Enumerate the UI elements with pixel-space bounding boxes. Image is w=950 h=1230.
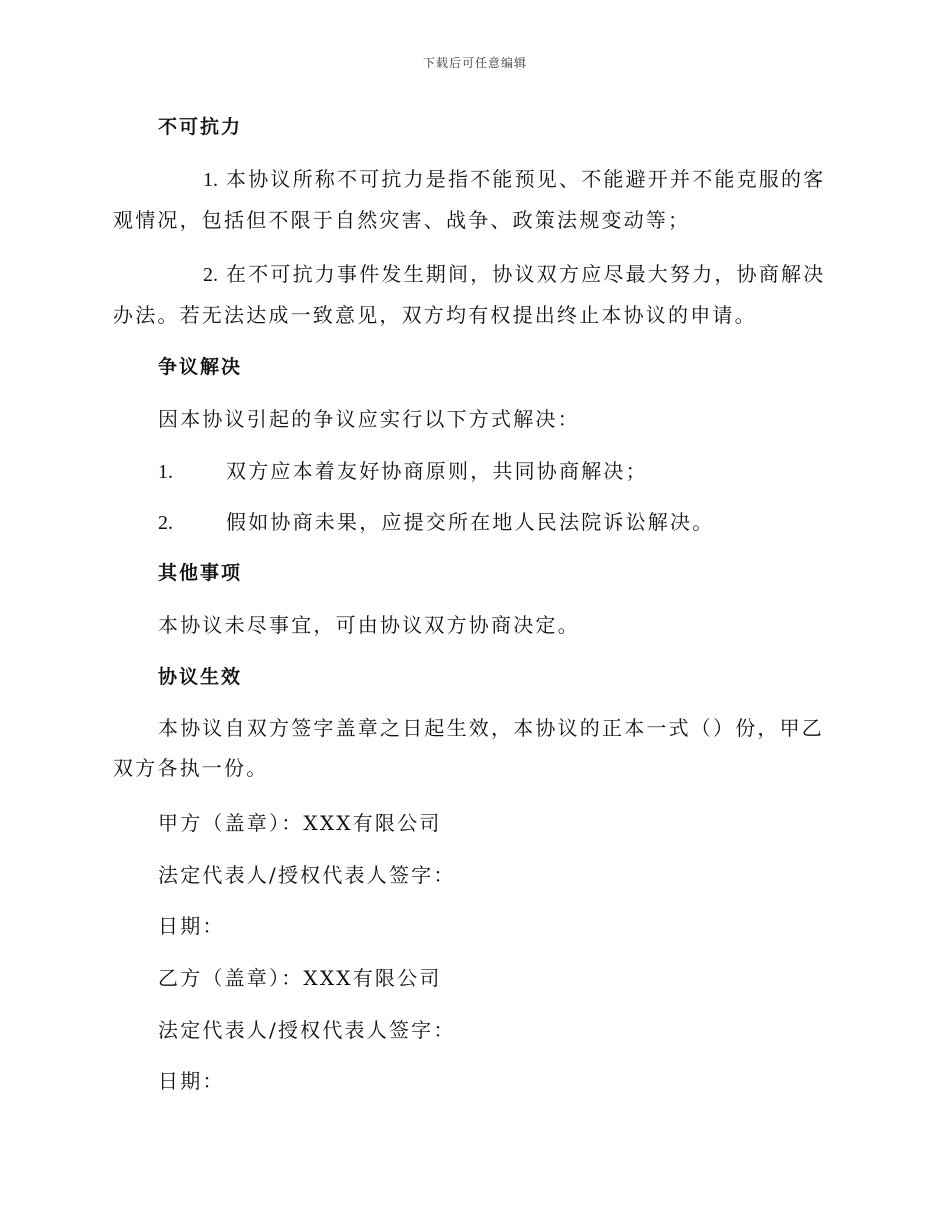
heading-force-majeure: 不可抗力 bbox=[158, 116, 243, 138]
dispute-intro: 因本协议引起的争议应实行以下方式解决： bbox=[158, 407, 580, 431]
other-text: 本协议未尽事宜，可由协议双方协商决定。 bbox=[158, 613, 580, 637]
dispute-item-2 bbox=[158, 502, 878, 543]
dispute-item-1 bbox=[158, 451, 878, 492]
item-text: 假如协商未果，应提交所在地人民法院诉讼解决。 bbox=[226, 510, 715, 534]
heading-other: 其他事项 bbox=[158, 562, 243, 584]
party-a-date: 日期： bbox=[158, 914, 225, 938]
item-text: 本协议所称不可抗力是指不能预见、不能避开并不能克服的客观情况，包括但不限于自然灾害、战争、政策法规变动等； bbox=[113, 167, 826, 232]
item-number: 2. bbox=[158, 512, 173, 534]
party-a-representative: 法定代表人/授权代表人签字： bbox=[158, 863, 456, 887]
heading-effect: 协议生效 bbox=[158, 666, 243, 688]
party-b-date: 日期： bbox=[158, 1069, 225, 1093]
item-number: 2. bbox=[203, 264, 218, 286]
heading-dispute: 争议解决 bbox=[158, 356, 243, 378]
item-text: 在不可抗力事件发生期间，协议双方应尽最大努力，协商解决办法。若无法达成一致意见，双方均有权提出终止本协议的申请。 bbox=[113, 262, 826, 327]
header-note: 下载后可任意编辑 bbox=[422, 56, 527, 70]
party-a-seal: 甲方（盖章）：XXX有限公司 bbox=[158, 811, 442, 835]
party-b-representative: 法定代表人/授权代表人签字： bbox=[158, 1018, 456, 1042]
item-text: 双方应本着友好协商原则，共同协商解决； bbox=[226, 459, 648, 483]
item-number: 1. bbox=[203, 169, 218, 191]
effect-text: 本协议自双方签字盖章之日起生效，本协议的正本一式（）份，甲乙双方各执一份。 bbox=[113, 716, 824, 780]
party-b-seal: 乙方（盖章）：XXX有限公司 bbox=[158, 966, 442, 990]
item-number: 1. bbox=[158, 461, 173, 483]
force-majeure-item-2 bbox=[113, 254, 833, 335]
force-majeure-item-1 bbox=[113, 159, 833, 240]
